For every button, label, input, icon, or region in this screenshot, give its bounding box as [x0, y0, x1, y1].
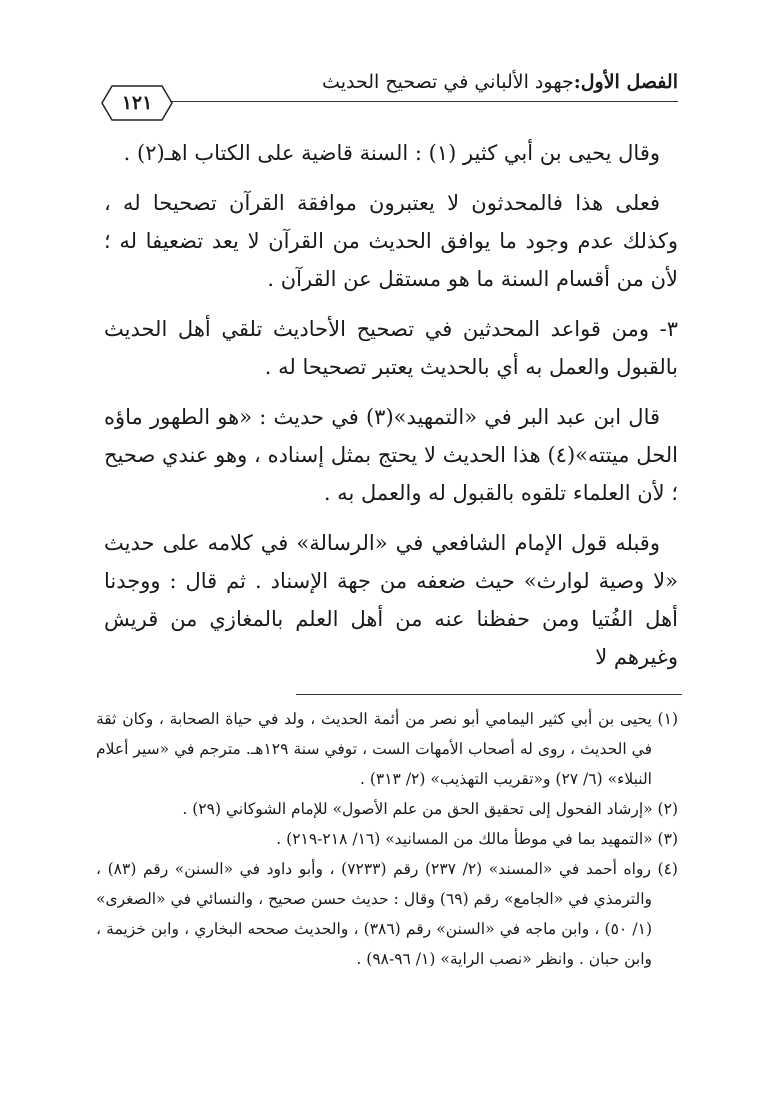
paragraph-3: ٣- ومن قواعد المحدثين في تصحيح الأحاديث تلقي أهل الحديث بالقبول والعمل به أي بالحديث يعتبر تصحيحا له . [104, 317, 678, 379]
main-text [104, 134, 678, 688]
footnotes [96, 704, 678, 974]
paragraph-4: قال ابن عبد البر في «التمهيد»(٣) في حديث : «هو الطهور ماؤه الحل ميتته»(٤) هذا الحديث لا يحتج بمثل إسناده ، وهو عندي صحيح ؛ لأن العلماء تلقوه بالقبول له والعمل به . [104, 405, 678, 505]
chapter-label: الفصل الأول: [573, 71, 678, 93]
header-rule [160, 101, 678, 102]
footnote-2: (٢) «إرشاد الفحول إلى تحقيق الحق من علم الأصول» للإمام الشوكاني (٢٩) . [182, 800, 678, 818]
paragraph-2: فعلى هذا فالمحدثون لا يعتبرون موافقة القرآن تصحيحا له ، وكذلك عدم وجود ما يوافق الحديث من القرآن لا يعد تضعيفا له ؛ لأن من أقسام السنة ما هو مستقل عن القرآن . [104, 191, 678, 291]
paragraph-5: وقبله قول الإمام الشافعي في «الرسالة» في كلامه على حديث «لا وصية لوارث» حيث ضعفه من جهة الإسناد . ثم قال : ووجدنا أهل الفُتيا ومن حفظنا عنه من أهل العلم بالمغازي من قريش وغيرهم لا [104, 531, 678, 669]
footnote-1: (١) يحيى بن أبي كثير اليمامي أبو نصر من أئمة الحديث ، ولد في حياة الصحابة ، وكان ثقة في الحديث ، روى له أصحاب الأمهات الست ، توفي سنة ١٢٩هـ. مترجم في «سير أعلام النبلاء» (٦/ ٢٧) و«تقريب التهذيب» (٢/ ٣١٣) . [96, 710, 678, 788]
page-number-badge [100, 84, 174, 122]
page-number: ١٢١ [121, 92, 153, 114]
chapter-title: جهود الألباني في تصحيح الحديث [322, 71, 574, 93]
footnote-separator [296, 694, 682, 695]
footnote-4: (٤) رواه أحمد في «المسند» (٢/ ٢٣٧) رقم (٧٢٣٣) ، وأبو داود في «السنن» رقم (٨٣) ، والترمذي في «الجامع» رقم (٦٩) وقال : حديث حسن صحيح ، والنسائي في «الصغرى» (١/ ٥٠) ، وابن ماجه في «السنن» رقم (٣٨٦) ، والحديث صححه البخاري ، وابن خزيمة ، وابن حبان . وانظر «نصب الراية» (١/ ٩٦-٩٨) . [96, 860, 678, 968]
paragraph-1: وقال يحيى بن أبي كثير (١) : السنة قاضية على الكتاب اهـ(٢) . [123, 141, 660, 165]
running-header [100, 62, 678, 102]
footnote-3: (٣) «التمهيد بما في موطأ مالك من المسانيد» (١٦/ ٢١٨-٢١٩) . [276, 830, 678, 848]
